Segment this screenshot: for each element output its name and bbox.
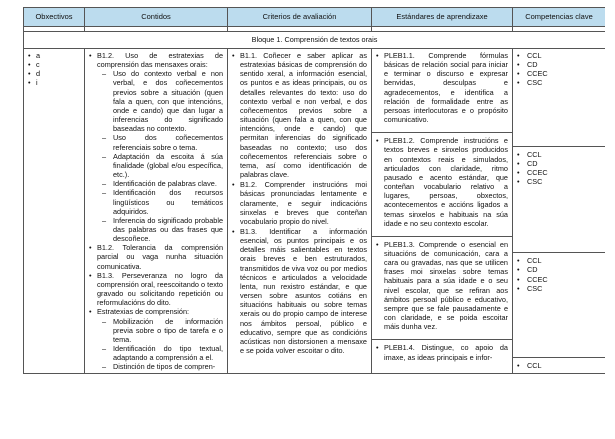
objective-item: • c [28,60,80,69]
competence-item: • CD [517,159,601,168]
content-subitem: – Identificación de palabras clave. [97,179,223,188]
header-estandares: Estándares de aprendizaxe [372,8,513,27]
content-subitem: – Identificación do tipo textual, adaptando a comprensión a el. [97,344,223,362]
curriculum-table [23,7,605,374]
content-text: • B1.2. Uso de estratexias de comprensión das mensaxes orais: [97,51,223,70]
competence-item: • CSC [517,284,601,293]
objective-item: • i [28,78,80,87]
content-item-b1-3: • B1.3. Perseveranza no logro da comprensión oral, reescoitando o texto gravado ou solicitando repetición ou reformulacións do dito. [89,271,223,308]
criterion-item: • B1.2. Comprender instrucións moi básicas pronunciadas lentamente e claramente, e seguir indicacións sinxelas e breves que conteñan vocabulario propio do nivel. [232,180,367,226]
objectives-cell [24,49,85,374]
competence-item: • CCL [517,150,601,159]
content-subitem: – Identificación dos recursos lingüísticos ou temáticos adquiridos. [97,188,223,215]
competence-item: • CCL [517,256,601,265]
content-subitem: – Inferencia do significado probable das palabras ou das frases que descoñece. [97,216,223,243]
content-item-b1-2 [89,51,223,243]
standards-cell [372,49,513,374]
competence-item: • CD [517,265,601,274]
competence-item: • CCL [517,51,601,60]
contents-cell [85,49,228,374]
block-row [24,32,606,49]
content-item-b1-2-tolerance: • B1.2. Tolerancia da comprensión parcial ou vaga nunha situación comunicativa. [89,243,223,270]
competence-group [517,361,601,370]
competence-item: • CCEC [517,168,601,177]
curriculum-table-page [23,7,605,439]
criterion-item: • B1.3. Identificar a información esencial, os puntos principais e os detalles máis salientables en textos orais breves e ben estruturados, transmitidos de viva voz ou por medios técnicos e articulados a velocidade lenta, nun rexistro estándar, e que versen sobre asuntos cotiáns en situacións habituais ou sobre temas xerais ou do propio campo de interese nos ámbitos persoal, público e educativo, sempre que as condicións acústicas non distorsionen a mensaxe e se poida volver escoitar o dito. [232,227,367,355]
criterion-item: • B1.1. Coñecer e saber aplicar as estratexias básicas de comprensión do sentido xeral, a información esencial, os puntos e as ideas principais, ou os detalles relevantes do texto: uso do contexto verbal e non verbal, e dos coñecementos previos sobre a situación (quen fala a quen, con que intencións, onde e cando) que permitan inferencias do significado baseadas no contexto; uso dos coñecementos referenciais sobre o tema, así como identificación de palabras clave. [232,51,367,179]
block-title: Bloque 1. Comprensión de textos orais [24,32,606,49]
content-text: • Estratexias de comprensión: [97,307,190,317]
competence-item: • CD [517,60,601,69]
standard-divider [372,339,512,340]
content-subitem: – Uso dos coñecementos referenciais sobre o tema. [97,133,223,151]
header-obxectivos: Obxectivos [24,8,85,27]
header-criterios: Criterios de avaliación [228,8,372,27]
content-item-strategies [89,307,223,371]
competence-divider [513,252,605,253]
competence-group [517,51,601,88]
header-competencias: Competencias clave [513,8,606,27]
content-subitem: – Uso do contexto verbal e non verbal, e dos coñecementos previos sobre a situación (quen fala a quen, con que intencións, onde e cando) que dan lugar a inferencias do significado baseadas no contexto. [97,69,223,133]
content-subitem: – Mobilización de información previa sobre o tipo de tarefa e o tema. [97,317,223,344]
standard-item: • PLEB1.1. Comprende fórmulas básicas de relación social para iniciar e terminar o discurso e expresar benvidas, desculpas e agradecementos, e identifica a relación de formalidade entre as persoas interlocutoras e o propósito comunicativo. [376,51,508,124]
standard-item: • PLEB1.2. Comprende instrucións e textos breves e sinxelos producidos en contextos reais e simulados, articulados con claridade, ritmo pausado e acento estándar, que conteñan vocabulario relativo a lugares, persoas, obxectos, acontecementos e accións ligados a temas sinxelos e habituais na súa idade e no seu contexto escolar. [376,136,508,228]
standard-divider [372,132,512,133]
competence-divider [513,146,605,147]
competence-group [517,256,601,293]
header-row [24,8,606,27]
objective-item: • d [28,69,80,78]
competence-group [517,150,601,187]
content-subitem: – Adaptación da escoita á súa finalidade (global e/ou específica, etc.). [97,152,223,179]
competence-item: • CSC [517,177,601,186]
competence-divider [513,357,605,358]
header-contidos: Contidos [85,8,228,27]
criteria-cell [228,49,372,374]
content-subitem: – Distinción de tipos de compren- [97,362,223,371]
objective-item: • a [28,51,80,60]
standard-item: • PLEB1.3. Comprende o esencial en situacións de comunicación, cara a cara ou gravadas, nas que se utilicen frases moi sinxelas sobre temas habituais para a súa idade e o seu nivel escolar, que se refiran aos ámbitos persoal público e educativo, sempre que se fale pausadamente e con claridade, e se poida escoitar máis dunha vez. [376,240,508,332]
competence-item: • CCEC [517,275,601,284]
standard-item: • PLEB1.4. Distingue, co apoio da imaxe, as ideas principais e infor- [376,343,508,361]
content-row [24,49,606,374]
standard-divider [372,236,512,237]
competences-cell [513,49,606,374]
competence-item: • CCEC [517,69,601,78]
competence-item: • CCL [517,361,601,370]
competence-item: • CSC [517,78,601,87]
